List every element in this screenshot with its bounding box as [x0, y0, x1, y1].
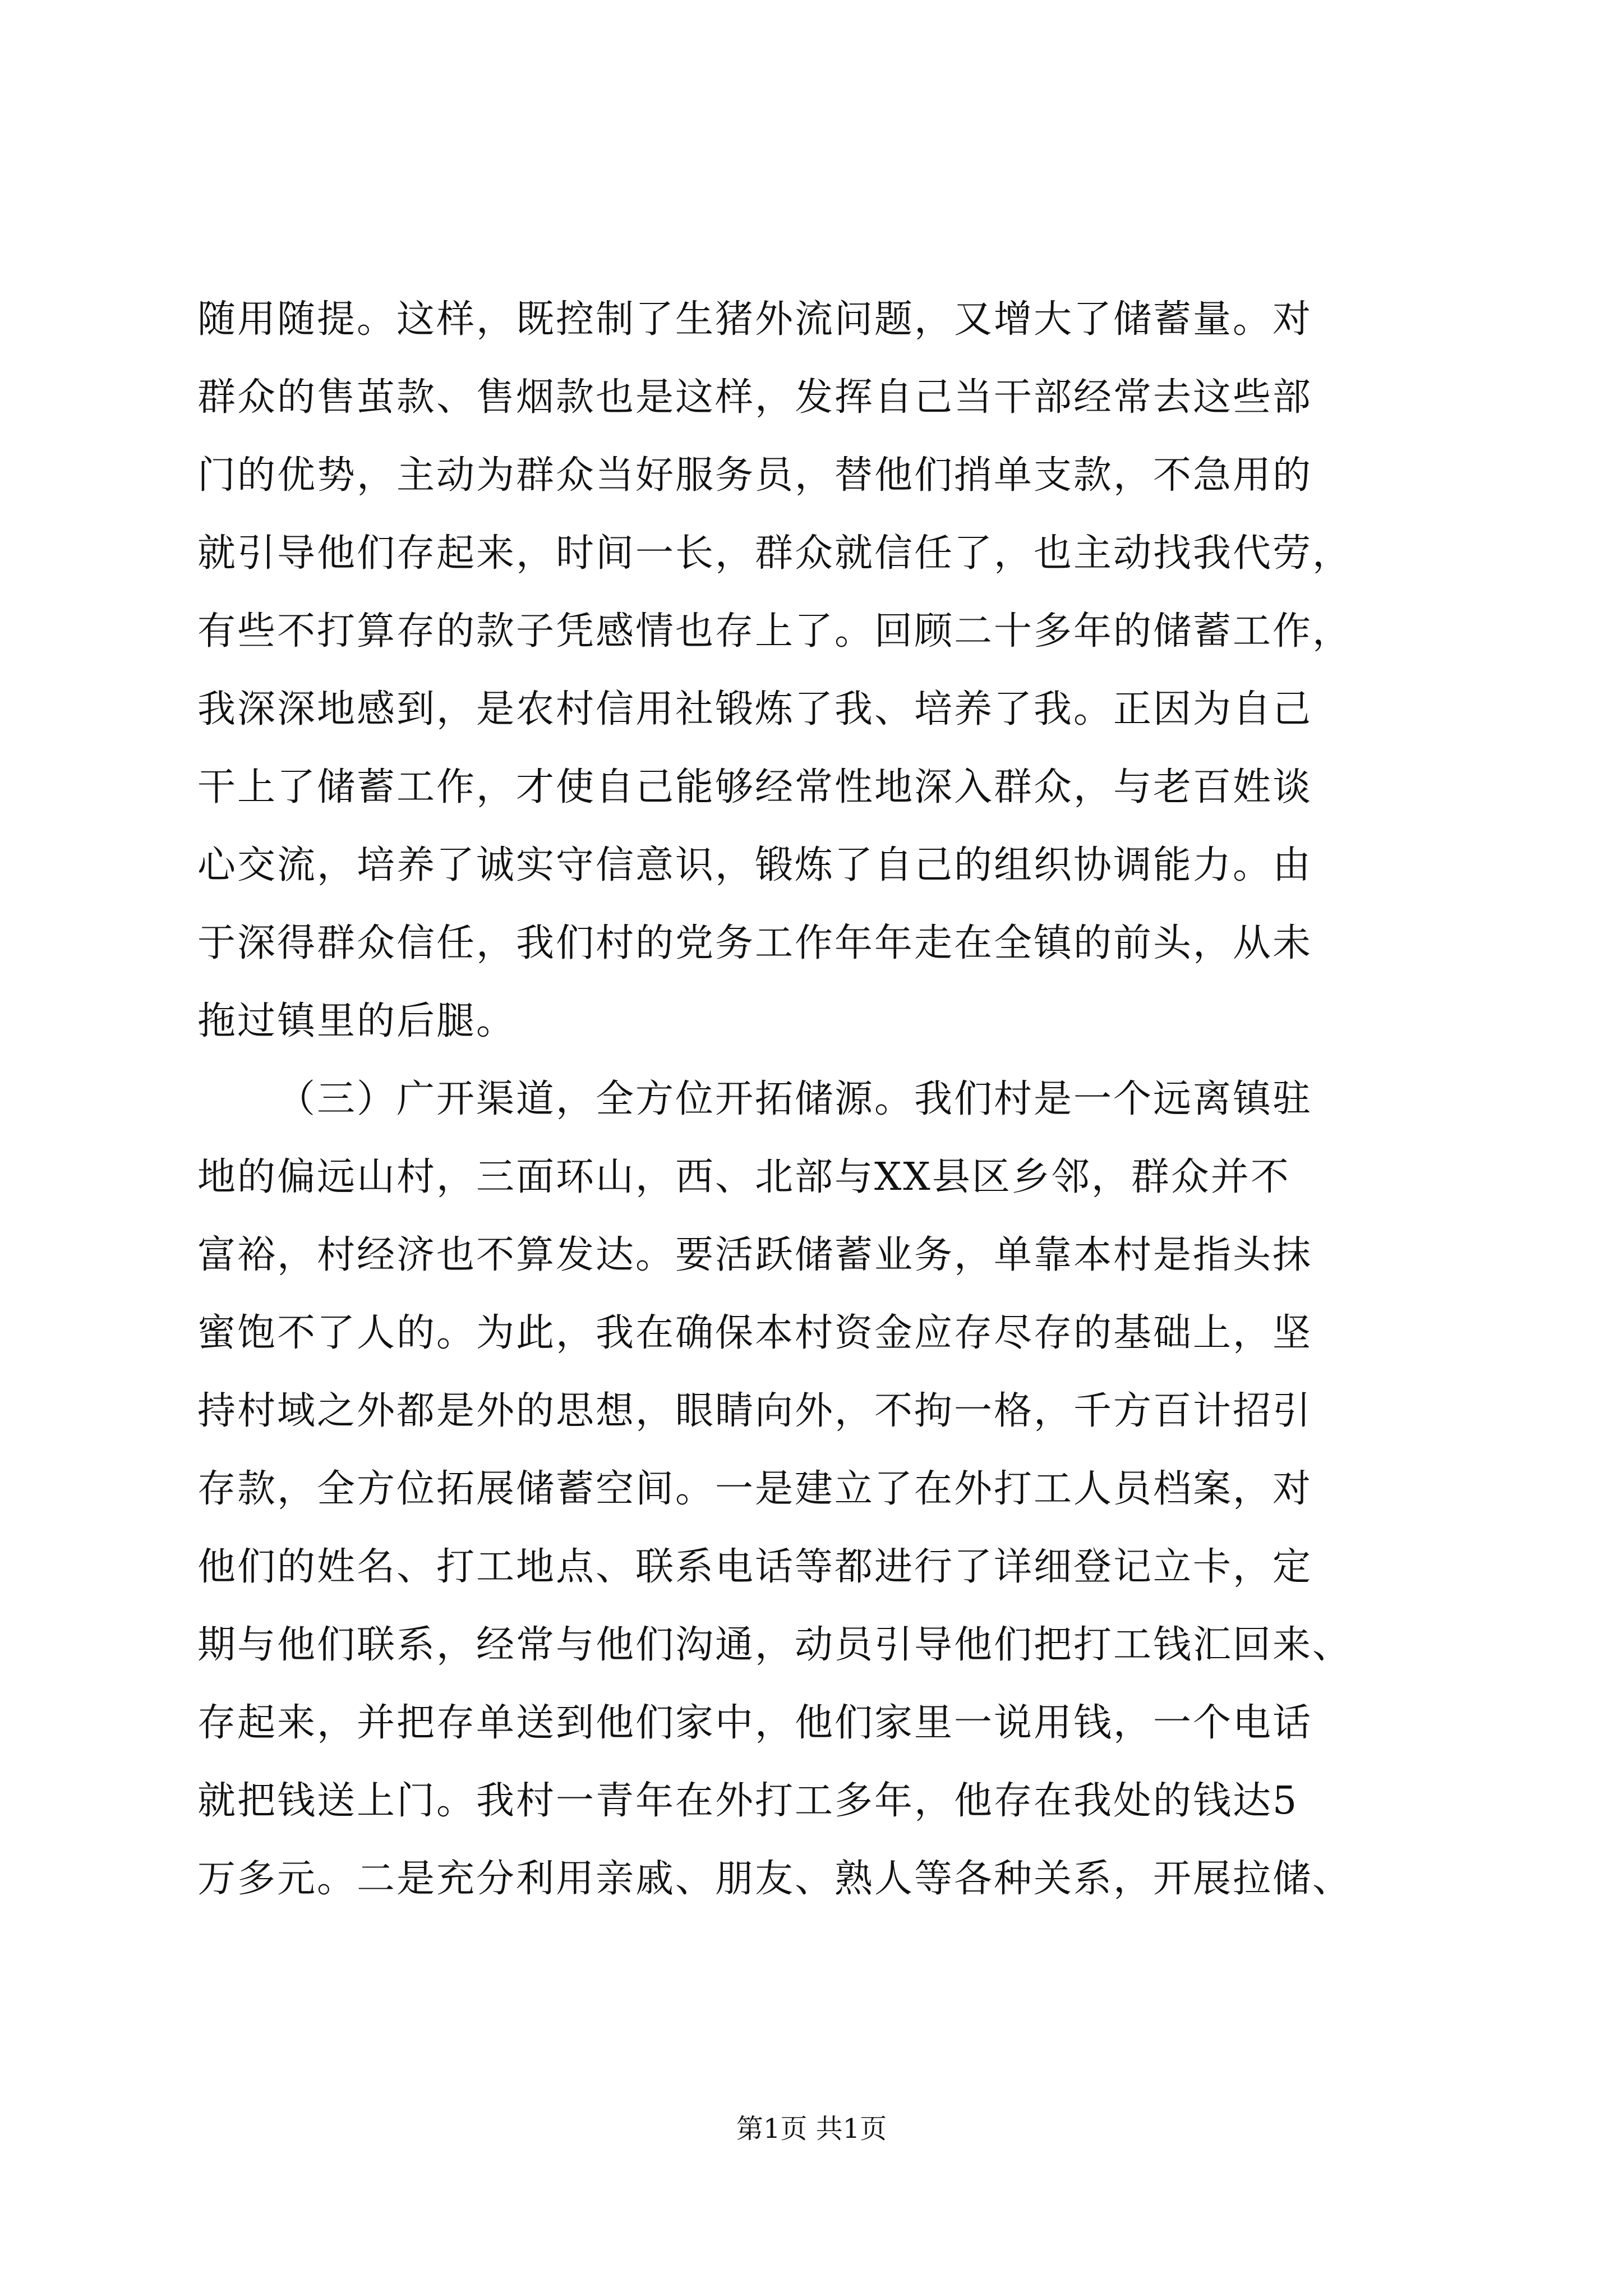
text-line: 于深得群众信任，我们村的党务工作年年走在全镇的前头，从未: [197, 921, 1313, 965]
text-line: 存款，全方位拓展储蓄空间。一是建立了在外打工人员档案，对: [197, 1467, 1313, 1511]
text-line: 就引导他们存起来，时间一长，群众就信任了，也主动找我代劳，: [197, 531, 1353, 576]
text-line: 富裕，村经济也不算发达。要活跃储蓄业务，单靠本村是指头抹: [197, 1233, 1313, 1277]
text-line: 心交流，培养了诚实守信意识，锻炼了自己的组织协调能力。由: [197, 843, 1313, 887]
body-text: [197, 280, 1426, 1918]
text-line: 有些不打算存的款子凭感情也存上了。回顾二十多年的储蓄工作，: [197, 609, 1353, 654]
text-line: 地的偏远山村，三面环山，西、北部与XX县区乡邻，群众并不: [197, 1155, 1290, 1199]
text-line: 拖过镇里的后腿。: [197, 999, 517, 1043]
text-line: 我深深地感到，是农村信用社锻炼了我、培养了我。正因为自己: [197, 687, 1313, 731]
text-line: 持村域之外都是外的思想，眼睛向外，不拘一格，千方百计招引: [197, 1389, 1313, 1433]
text-line: 期与他们联系，经常与他们沟通，动员引导他们把打工钱汇回来、: [197, 1623, 1353, 1667]
text-line: 存起来，并把存单送到他们家中，他们家里一说用钱，一个电话: [197, 1701, 1313, 1745]
page-footer: 第1页 共1页: [736, 2113, 887, 2145]
text-line: 门的优势，主动为群众当好服务员，替他们捎单支款，不急用的: [197, 453, 1313, 498]
text-line: 就把钱送上门。我村一青年在外打工多年，他存在我处的钱达5: [197, 1779, 1299, 1823]
text-line: 干上了储蓄工作，才使自己能够经常性地深入群众，与老百姓谈: [197, 765, 1313, 809]
text-line: 他们的姓名、打工地点、联系电话等都进行了详细登记立卡，定: [197, 1545, 1313, 1589]
text-line: 万多元。二是充分利用亲戚、朋友、熟人等各种关系，开展拉储、: [197, 1857, 1353, 1901]
section-heading-line: （三）广开渠道，全方位开拓储源。我们村是一个远离镇驻: [277, 1077, 1313, 1121]
text-line: 群众的售茧款、售烟款也是这样，发挥自己当干部经常去这些部: [197, 375, 1313, 420]
text-line: 随用随提。这样，既控制了生猪外流问题，又增大了储蓄量。对: [197, 297, 1313, 342]
text-line: 蜜饱不了人的。为此，我在确保本村资金应存尽存的基础上，坚: [197, 1311, 1313, 1355]
